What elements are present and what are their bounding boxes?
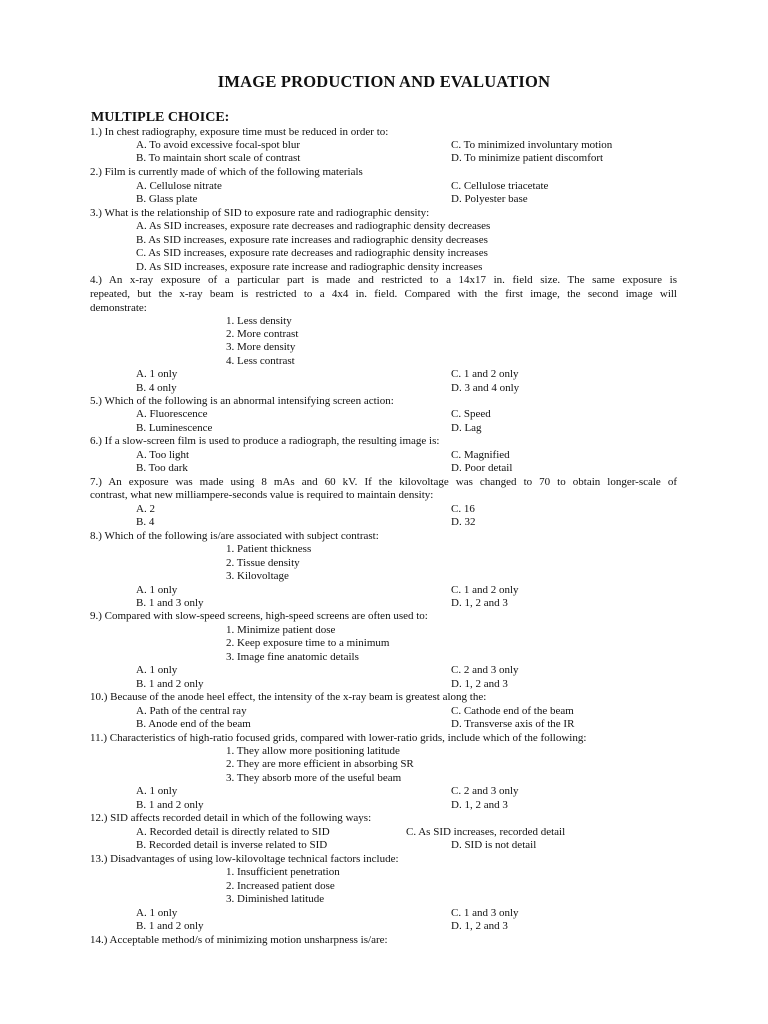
q4-item-1: 1. Less density <box>226 315 292 327</box>
q13-item-1: 1. Insufficient penetration <box>226 866 340 878</box>
q10-option-b: B. Anode end of the beam <box>136 718 251 730</box>
q11-item-1: 1. They allow more positioning latitude <box>226 745 400 757</box>
q9-option-a: A. 1 only <box>136 664 178 676</box>
q5-option-a: A. Fluorescence <box>136 408 208 420</box>
q13-option-a: A. 1 only <box>136 907 178 919</box>
question-11: 11.) Characteristics of high-ratio focused grids, compared with lower-ratio grids, include which of the following: <box>90 732 587 744</box>
q11-item-2: 2. They are more efficient in absorbing SR <box>226 758 414 770</box>
q2-option-d: D. Polyester base <box>451 193 528 205</box>
q9-item-3: 3. Image fine anatomic details <box>226 651 359 663</box>
question-1: 1.) In chest radiography, exposure time must be reduced in order to: <box>90 126 389 138</box>
q2-option-b: B. Glass plate <box>136 193 198 205</box>
q7-option-d: D. 32 <box>451 516 476 528</box>
question-5: 5.) Which of the following is an abnormal intensifying screen action: <box>90 395 394 407</box>
question-7-line-1: 7.) An exposure was made using 8 mAs and 60 kV. If the kilovoltage was changed to 70 to obtain longer-scale of <box>90 476 677 488</box>
question-4-line-1: 4.) An x-ray exposure of a particular part is made and restricted to a 14x17 in. field size. The same exposure is <box>90 274 677 286</box>
q3-option-c: C. As SID increases, exposure rate decreases and radiographic density increases <box>136 247 488 259</box>
question-14: 14.) Acceptable method/s of minimizing motion unsharpness is/are: <box>90 934 388 946</box>
q1-option-d: D. To minimize patient discomfort <box>451 152 604 164</box>
q6-option-b: B. Too dark <box>136 462 188 474</box>
question-8: 8.) Which of the following is/are associated with subject contrast: <box>90 530 379 542</box>
q4-option-d: D. 3 and 4 only <box>451 382 520 394</box>
question-10: 10.) Because of the anode heel effect, the intensity of the x-ray beam is greatest along the: <box>90 691 487 703</box>
q12-option-d: D. SID is not detail <box>451 839 537 851</box>
question-2: 2.) Film is currently made of which of the following materials <box>90 166 363 178</box>
q4-item-3: 3. More density <box>226 341 296 353</box>
q4-option-b: B. 4 only <box>136 382 177 394</box>
q5-option-d: D. Lag <box>451 422 482 434</box>
q3-option-a: A. As SID increases, exposure rate decreases and radiographic density decreases <box>136 220 491 232</box>
q6-option-d: D. Poor detail <box>451 462 513 474</box>
q12-option-b: B. Recorded detail is inverse related to SID <box>136 839 328 851</box>
question-13: 13.) Disadvantages of using low-kilovoltage technical factors include: <box>90 853 399 865</box>
question-6: 6.) If a slow-screen film is used to produce a radiograph, the resulting image is: <box>90 435 440 447</box>
q13-option-d: D. 1, 2 and 3 <box>451 920 508 932</box>
q11-item-3: 3. They absorb more of the useful beam <box>226 772 402 784</box>
q11-option-b: B. 1 and 2 only <box>136 799 204 811</box>
question-7-line-2: contrast, what new milliampere-seconds value is required to maintain density: <box>90 489 434 501</box>
q12-option-c: C. As SID increases, recorded detail <box>406 826 566 838</box>
q2-option-c: C. Cellulose triacetate <box>451 180 549 192</box>
q9-option-b: B. 1 and 2 only <box>136 678 204 690</box>
question-12: 12.) SID affects recorded detail in which of the following ways: <box>90 812 372 824</box>
q13-option-b: B. 1 and 2 only <box>136 920 204 932</box>
q11-option-a: A. 1 only <box>136 785 178 797</box>
question-9: 9.) Compared with slow-speed screens, high-speed screens are often used to: <box>90 610 428 622</box>
q10-option-c: C. Cathode end of the beam <box>451 705 574 717</box>
q4-item-4: 4. Less contrast <box>226 355 295 367</box>
q6-option-c: C. Magnified <box>451 449 510 461</box>
q8-option-d: D. 1, 2 and 3 <box>451 597 508 609</box>
q13-item-2: 2. Increased patient dose <box>226 880 335 892</box>
q3-option-d: D. As SID increases, exposure rate increase and radiographic density increases <box>136 261 483 273</box>
q10-option-d: D. Transverse axis of the IR <box>451 718 575 730</box>
page-title: IMAGE PRODUCTION AND EVALUATION <box>217 72 551 91</box>
q8-item-3: 3. Kilovoltage <box>226 570 289 582</box>
q7-option-a: A. 2 <box>136 503 155 515</box>
q1-option-c: C. To minimized involuntary motion <box>451 139 613 151</box>
q2-option-a: A. Cellulose nitrate <box>136 180 222 192</box>
q9-item-1: 1. Minimize patient dose <box>226 624 336 636</box>
q1-option-b: B. To maintain short scale of contrast <box>136 152 301 164</box>
q3-option-b: B. As SID increases, exposure rate increases and radiographic density decreases <box>136 234 488 246</box>
q9-option-d: D. 1, 2 and 3 <box>451 678 508 690</box>
q1-option-a: A. To avoid excessive focal-spot blur <box>136 139 300 151</box>
q13-option-c: C. 1 and 3 only <box>451 907 519 919</box>
q8-item-1: 1. Patient thickness <box>226 543 312 555</box>
q5-option-b: B. Luminescence <box>136 422 213 434</box>
q4-option-c: C. 1 and 2 only <box>451 368 519 380</box>
q8-option-c: C. 1 and 2 only <box>451 584 519 596</box>
q6-option-a: A. Too light <box>136 449 190 461</box>
question-4-line-3: demonstrate: <box>90 302 147 314</box>
q8-option-b: B. 1 and 3 only <box>136 597 204 609</box>
q4-item-2: 2. More contrast <box>226 328 299 340</box>
q9-option-c: C. 2 and 3 only <box>451 664 519 676</box>
section-heading: MULTIPLE CHOICE: <box>91 110 230 125</box>
q11-option-d: D. 1, 2 and 3 <box>451 799 508 811</box>
q7-option-c: C. 16 <box>451 503 475 515</box>
q8-option-a: A. 1 only <box>136 584 178 596</box>
q12-option-a: A. Recorded detail is directly related to SID <box>136 826 330 838</box>
q4-option-a: A. 1 only <box>136 368 178 380</box>
q11-option-c: C. 2 and 3 only <box>451 785 519 797</box>
q13-item-3: 3. Diminished latitude <box>226 893 325 905</box>
q5-option-c: C. Speed <box>451 408 491 420</box>
q7-option-b: B. 4 <box>136 516 155 528</box>
q8-item-2: 2. Tissue density <box>226 557 300 569</box>
q9-item-2: 2. Keep exposure time to a minimum <box>226 637 390 649</box>
question-3: 3.) What is the relationship of SID to exposure rate and radiographic density: <box>90 207 430 219</box>
question-4-line-2: repeated, but the x-ray beam is restricted to a 4x4 in. field. Compared with the first image, the second image will <box>90 288 677 300</box>
q10-option-a: A. Path of the central ray <box>136 705 247 717</box>
